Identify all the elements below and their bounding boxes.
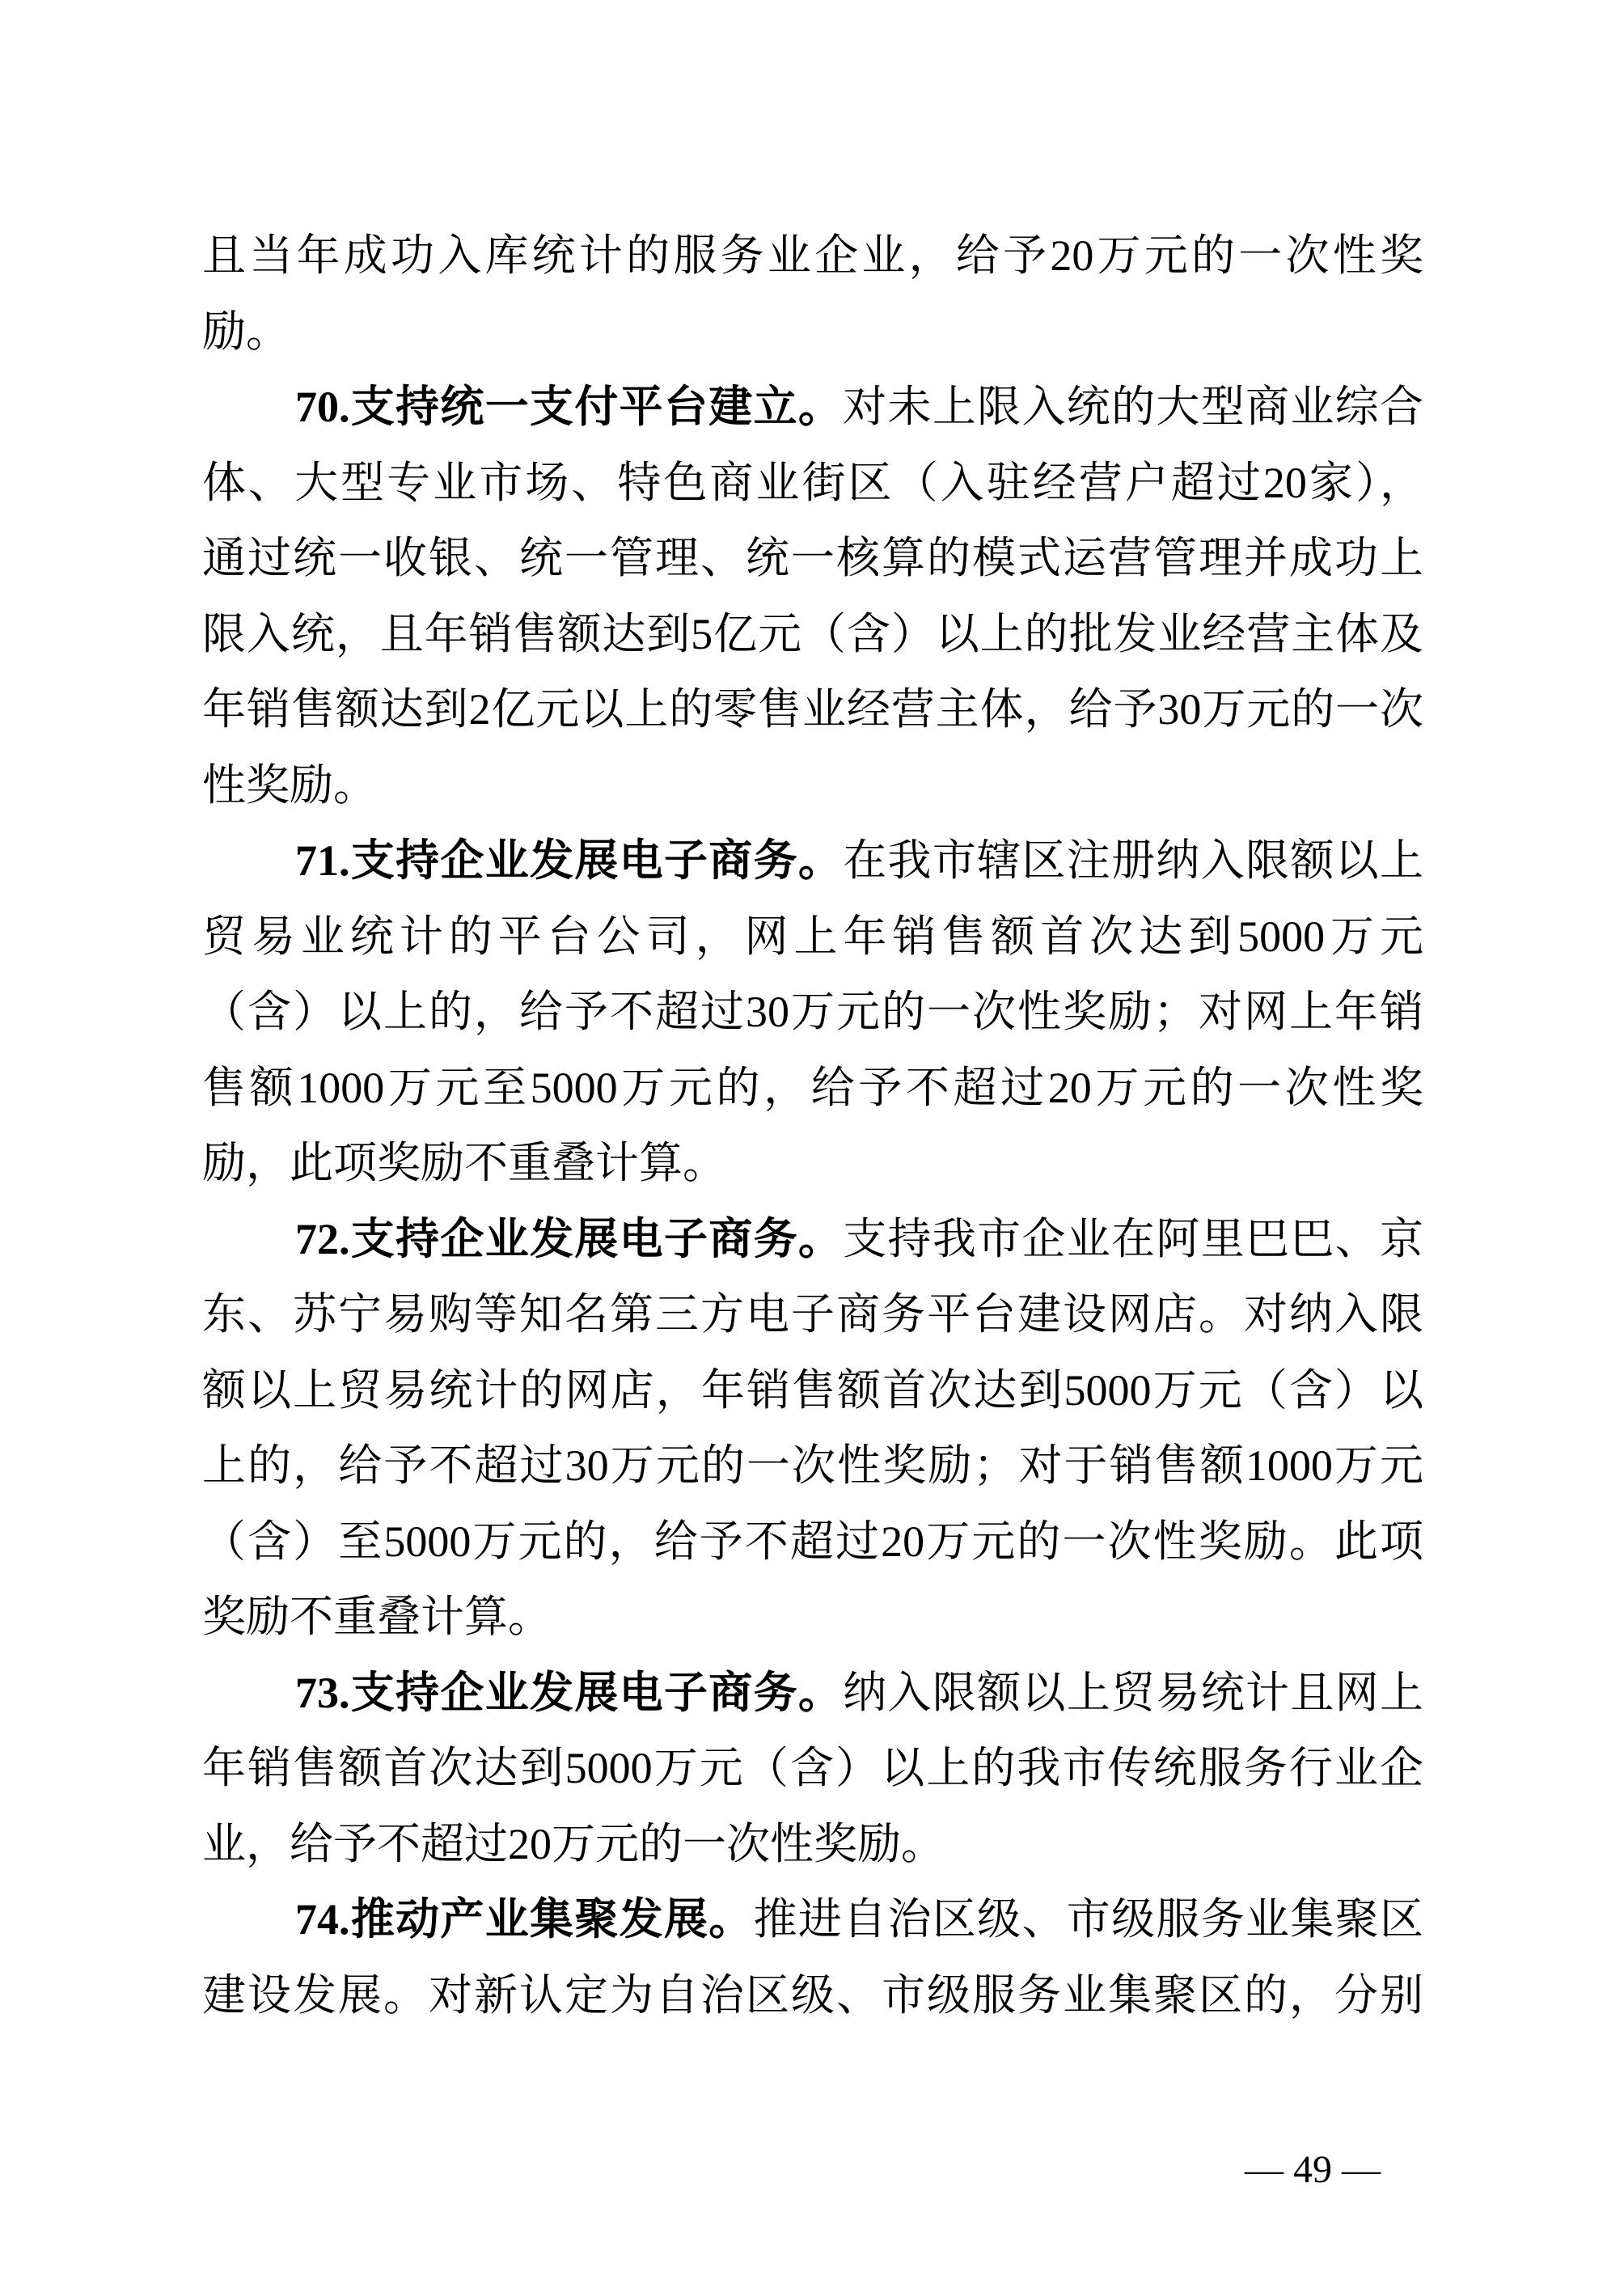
line-text: 建设发展。对新认定为自治区级、市级服务业集聚区的，分别: [202, 1970, 1423, 2020]
text-line: [202, 1126, 1423, 1202]
text-line: [202, 899, 1423, 975]
text-line: [202, 597, 1423, 673]
line-text: 对未上限入统的大型商业综合: [843, 383, 1423, 431]
line-text: （含）以上的，给予不超过30万元的一次性奖励；对网上年销: [202, 988, 1423, 1036]
line-text: 东、苏宁易购等知名第三方电子商务平台建设网店。对纳入限: [202, 1290, 1423, 1339]
text-line: [202, 1731, 1423, 1807]
line-text: 且当年成功入库统计的服务业企业，给予20万元的一次性奖: [202, 231, 1423, 280]
line-text: 售额1000万元至5000万元的，给予不超过20万元的一次性奖: [202, 1063, 1423, 1112]
text-line: [202, 521, 1423, 597]
paragraph-lead: 73.支持企业发展电子商务。: [295, 1668, 844, 1717]
line-text: 额以上贸易统计的网店，年销售额首次达到5000万元（含）以: [202, 1365, 1423, 1415]
line-text: 推进自治区级、市级服务业集聚区: [753, 1895, 1423, 1944]
text-line: [202, 1428, 1423, 1504]
text-line: [202, 672, 1423, 748]
paragraph-lead: 74.推动产业集聚发展。: [295, 1895, 754, 1944]
line-text: 通过统一收银、统一管理、统一核算的模式运营管理并成功上: [202, 534, 1423, 582]
line-text: 励，此项奖励不重叠计算。: [202, 1139, 726, 1187]
line-text: 体、大型专业市场、特色商业街区（入驻经营户超过20家），: [202, 458, 1423, 507]
paragraph-lead: 72.支持企业发展电子商务。: [295, 1214, 844, 1263]
line-text: 性奖励。: [202, 760, 377, 810]
text-line: [202, 748, 1423, 824]
text-line: [202, 1882, 1423, 1958]
line-text: 限入统，且年销售额达到5亿元（含）以上的批发业经营主体及: [202, 609, 1423, 658]
line-text: 年销售额首次达到5000万元（含）以上的我市传统服务行业企: [202, 1744, 1423, 1792]
line-text: （含）至5000万元的，给予不超过20万元的一次性奖励。此项: [202, 1517, 1423, 1566]
text-line: [202, 823, 1423, 899]
line-text: 上的，给予不超过30万元的一次性奖励；对于销售额1000万元: [202, 1441, 1423, 1490]
line-text: 业，给予不超过20万元的一次性奖励。: [202, 1819, 945, 1868]
text-line: [202, 1202, 1423, 1278]
line-text: 支持我市企业在阿里巴巴、京: [843, 1214, 1423, 1263]
line-text: 纳入限额以上贸易统计且网上: [843, 1668, 1423, 1717]
text-line: [202, 1353, 1423, 1429]
text-line: [202, 446, 1423, 522]
line-text: 在我市辖区注册纳入限额以上: [843, 836, 1423, 885]
line-text: 励。: [202, 307, 290, 356]
document-body: [202, 218, 1423, 2033]
text-line: [202, 1656, 1423, 1732]
text-line: [202, 370, 1423, 446]
text-line: [202, 1277, 1423, 1353]
text-line: [202, 1807, 1423, 1883]
paragraph-lead: 71.支持企业发展电子商务。: [295, 836, 844, 885]
text-line: [202, 1051, 1423, 1127]
line-text: 贸易业统计的平台公司，网上年销售额首次达到5000万元: [202, 912, 1423, 961]
text-line: [202, 294, 1423, 370]
text-line: [202, 1580, 1423, 1656]
text-line: [202, 975, 1423, 1051]
text-line: [202, 1504, 1423, 1580]
text-line: [202, 1958, 1423, 2034]
page-number: — 49 —: [1245, 2148, 1381, 2191]
line-text: 年销售额达到2亿元以上的零售业经营主体，给予30万元的一次: [202, 685, 1423, 734]
text-line: [202, 218, 1423, 294]
paragraph-lead: 70.支持统一支付平台建立。: [295, 383, 844, 431]
line-text: 奖励不重叠计算。: [202, 1593, 552, 1641]
